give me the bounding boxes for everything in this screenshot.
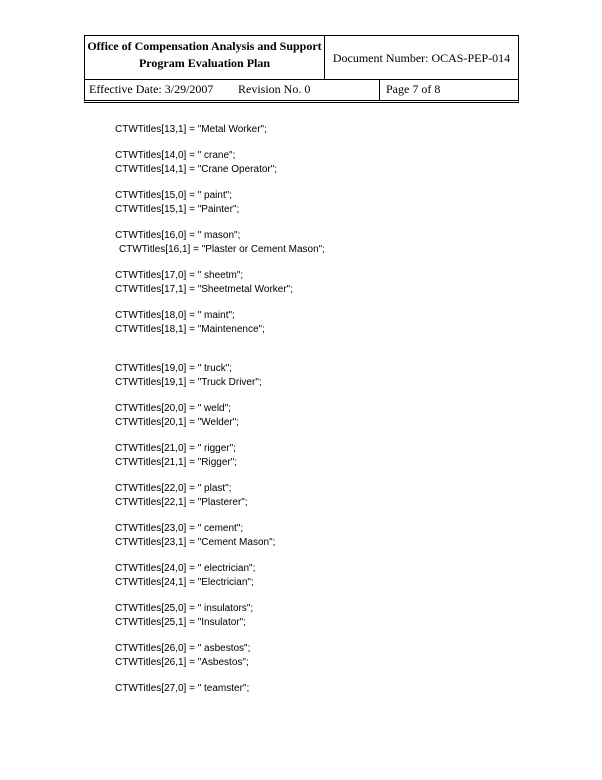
code-listing bbox=[115, 123, 535, 696]
code-line: CTWTitles[20,0] = " weld"; bbox=[115, 403, 231, 414]
document-number: Document Number: OCAS-PEP-014 bbox=[332, 50, 511, 65]
header-title-line1: Office of Compensation Analysis and Support bbox=[87, 39, 322, 53]
code-line: CTWTitles[21,1] = "Rigger"; bbox=[115, 457, 238, 468]
code-line: CTWTitles[25,0] = " insulators"; bbox=[115, 603, 254, 614]
code-line: CTWTitles[16,0] = " mason"; bbox=[115, 230, 241, 241]
code-line: CTWTitles[22,1] = "Plasterer"; bbox=[115, 497, 248, 508]
code-line: CTWTitles[18,0] = " maint"; bbox=[115, 310, 235, 321]
code-line: CTWTitles[15,0] = " paint"; bbox=[115, 190, 233, 201]
code-line: CTWTitles[14,1] = "Crane Operator"; bbox=[115, 164, 278, 175]
header-title-line2: Program Evaluation Plan bbox=[138, 56, 271, 70]
code-line: CTWTitles[24,1] = "Electrician"; bbox=[115, 577, 254, 588]
header-bottom-row bbox=[84, 79, 519, 103]
document-header bbox=[84, 35, 519, 105]
page-number: Page 7 of 8 bbox=[386, 82, 441, 96]
code-line: CTWTitles[18,1] = "Maintenence"; bbox=[115, 324, 265, 335]
code-line: CTWTitles[22,0] = " plast"; bbox=[115, 483, 232, 494]
code-line: CTWTitles[20,1] = "Welder"; bbox=[115, 417, 240, 428]
code-line: CTWTitles[26,0] = " asbestos"; bbox=[115, 643, 251, 654]
header-title-cell bbox=[85, 36, 325, 80]
code-line: CTWTitles[15,1] = "Painter"; bbox=[115, 204, 240, 215]
code-line: CTWTitles[16,1] = "Plaster or Cement Mason"; bbox=[119, 244, 325, 255]
code-line: CTWTitles[23,0] = " cement"; bbox=[115, 523, 244, 534]
code-line: CTWTitles[13,1] = "Metal Worker"; bbox=[115, 124, 267, 135]
code-line: CTWTitles[25,1] = "Insulator"; bbox=[115, 617, 246, 628]
code-line: CTWTitles[24,0] = " electrician"; bbox=[115, 563, 256, 574]
code-line: CTWTitles[21,0] = " rigger"; bbox=[115, 443, 236, 454]
code-line: CTWTitles[14,0] = " crane"; bbox=[115, 150, 236, 161]
code-line: CTWTitles[27,0] = " teamster"; bbox=[115, 683, 250, 694]
code-line: CTWTitles[17,0] = " sheetm"; bbox=[115, 270, 244, 281]
code-line: CTWTitles[23,1] = "Cement Mason"; bbox=[115, 537, 276, 548]
revision-number: Revision No. 0 bbox=[238, 82, 311, 96]
header-top-row bbox=[84, 35, 519, 80]
effective-date: Effective Date: 3/29/2007 bbox=[89, 82, 214, 96]
code-line: CTWTitles[19,1] = "Truck Driver"; bbox=[115, 377, 262, 388]
page-number-cell bbox=[379, 80, 518, 100]
code-line: CTWTitles[17,1] = "Sheetmetal Worker"; bbox=[115, 284, 293, 295]
code-line: CTWTitles[26,1] = "Asbestos"; bbox=[115, 657, 249, 668]
code-line: CTWTitles[19,0] = " truck"; bbox=[115, 363, 233, 374]
